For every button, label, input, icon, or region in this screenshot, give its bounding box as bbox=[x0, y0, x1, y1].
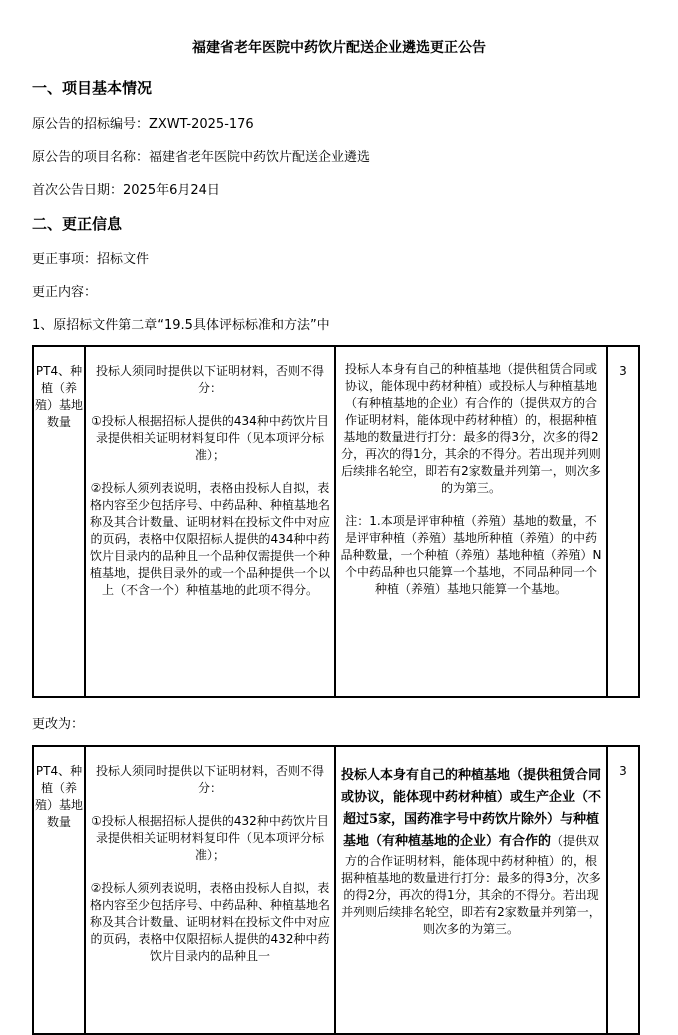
correction-content-label: 更正内容： bbox=[32, 285, 98, 300]
page-title: 福建省老年医院中药饮片配送企业遴选更正公告 bbox=[192, 40, 486, 56]
requirements-cell bbox=[85, 746, 335, 1034]
section2-heading: 二、更正信息 bbox=[32, 215, 123, 233]
score-cell: 3 bbox=[607, 746, 639, 1034]
project-name: 原公告的项目名称：福建省老年医院中药饮片配送企业遴选 bbox=[32, 150, 371, 165]
criteria-text: 投标人本身有自己的种植基地（提供租赁合同或协议，能体现中药材种植）或投标人与种植基地（有种植基地的企业）有合作的（提供双方的合作证明材料，能体现中药材种植）的，根据种植基地的数量进行打分：最多的得3分，次多的得2分，再次的得1分，其余的不得分。若出现并列则后续排名轮空，即若有2家数量并列第一，则次多的为第三。 bbox=[341, 362, 601, 495]
requirements-cell bbox=[85, 346, 335, 697]
first-date: 首次公告日期：2025年6月24日 bbox=[32, 183, 220, 198]
criteria-cell bbox=[335, 746, 607, 1034]
criteria-cell bbox=[335, 346, 607, 697]
item-code-cell: PT4、种植（养殖）基地数量 bbox=[33, 346, 85, 697]
table-row bbox=[33, 346, 639, 697]
criteria-bold-text: 投标人本身有自己的种植基地（提供租赁合同或协议，能体现中药材种植）或生产企业（不超过5家，国药准字号中药饮片除外）与种植基地（有种植基地的企业）有合作的 bbox=[340, 768, 601, 849]
requirements-intro: 投标人须同时提供以下证明材料，否则不得分： bbox=[95, 364, 324, 395]
requirement-1: ①投标人根据招标人提供的434种中药饮片目录提供相关证明材料复印件（见本项评分标准）； bbox=[91, 414, 329, 462]
revised-criteria-table bbox=[32, 745, 640, 1035]
correction-point-1: 1、原招标文件第二章“19.5具体评标标准和方法”中 bbox=[32, 318, 330, 333]
original-criteria-table bbox=[32, 345, 640, 698]
criteria-note: 注：1.本项是评审种植（养殖）基地的数量，不是评审种植（养殖）基地所种植（养殖）的中药品种数量，一个种植（养殖）基地种植（养殖）N个中药品种也只能算一个基地，不同品种同一个种植（养殖）基地只能算一个基地。 bbox=[340, 514, 602, 596]
changed-to-label: 更改为： bbox=[32, 717, 85, 732]
requirements-intro: 投标人须同时提供以下证明材料，否则不得分： bbox=[95, 764, 324, 795]
tender-no: 原公告的招标编号：ZXWT-2025-176 bbox=[32, 117, 254, 132]
requirement-2: ②投标人须列表说明，表格由投标人自拟，表格内容至少包括序号、中药品种、种植基地名称及其合计数量、证明材料在投标文件中对应的页码，表格中仅限招标人提供的434种中药饮片目录内的品种且一个品种仅需提供一个种植基地，提供目录外的或一个品种提供一个以上（不含一个）种植基地的此项不得分。 bbox=[90, 481, 331, 597]
table-row bbox=[33, 746, 639, 1034]
section1-heading: 一、项目基本情况 bbox=[32, 79, 153, 97]
criteria-rest-text: （提供双方的合作证明材料，能体现中药材种植）的，根据种植基地的数量进行打分：最多的得3分，次多的得2分，再次的得1分，其余的不得分。若出现并列则后续排名轮空，即若有2家数量并列第一，则次多的为第三。 bbox=[341, 834, 601, 936]
item-code-cell: PT4、种植（养殖）基地数量 bbox=[33, 746, 85, 1034]
requirement-2: ②投标人须列表说明，表格由投标人自拟，表格内容至少包括序号、中药品种、种植基地名称及其合计数量、证明材料在投标文件中对应的页码，表格中仅限招标人提供的432种中药饮片目录内的品种且一 bbox=[90, 881, 331, 963]
score-cell: 3 bbox=[607, 346, 639, 697]
requirement-1: ①投标人根据招标人提供的432种中药饮片目录提供相关证明材料复印件（见本项评分标准）； bbox=[91, 814, 329, 862]
correction-item: 更正事项：招标文件 bbox=[32, 252, 150, 267]
